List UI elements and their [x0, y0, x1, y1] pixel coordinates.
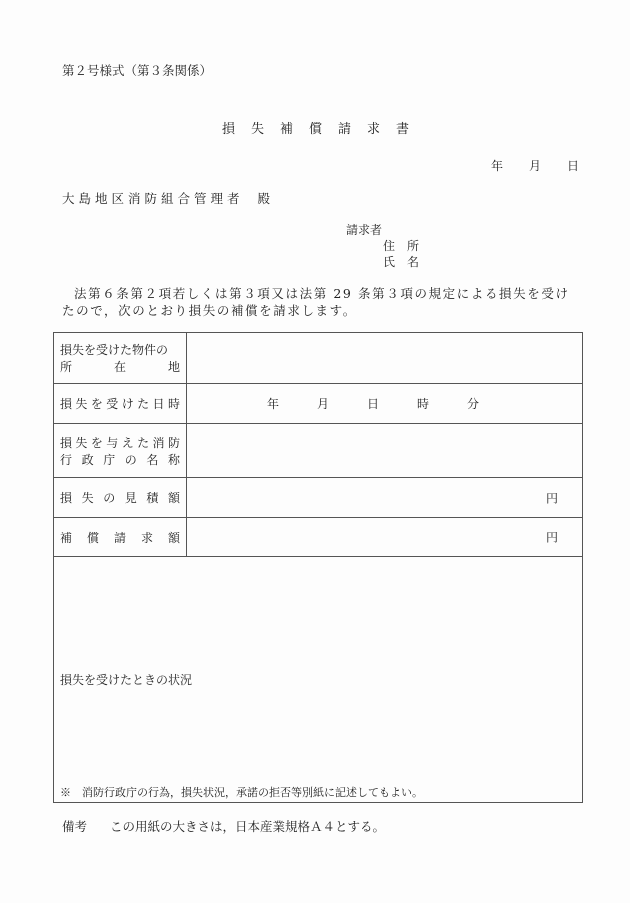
label-line: 損失を受けた物件の [60, 343, 169, 357]
label-char: け [121, 397, 134, 411]
month-label: 月 [529, 159, 542, 173]
year-label: 年 [491, 159, 504, 173]
label-char: 時 [167, 397, 180, 411]
loss-estimate-field[interactable] [187, 478, 583, 518]
remarks [62, 817, 385, 835]
addressee-honorific: 殿 [257, 191, 275, 206]
fire-agency-name-field[interactable] [187, 424, 583, 478]
label-char: 償 [86, 530, 99, 545]
label-fire-agency-name [54, 424, 187, 478]
label-char: 額 [167, 491, 180, 505]
situation-label: 損失を受けたときの状況 [60, 673, 193, 687]
label-char: 庁 [103, 452, 116, 467]
remarks-text: この用紙の大きさは，日本産業規格Ａ４とする。 [110, 819, 386, 834]
label-char: 日 [152, 397, 165, 411]
form-number: 第２号様式（第３条関係） [62, 63, 213, 78]
label-char: 失 [75, 435, 88, 450]
year-unit: 年 [267, 397, 280, 411]
claim-table [53, 332, 583, 803]
label-char: 求 [140, 530, 153, 545]
loss-datetime-field[interactable] [187, 384, 583, 424]
situation-note: ※ 消防行政庁の行為，損失状況，承諾の拒否等別紙に記述してもよい。 [60, 786, 423, 799]
label-char: 在 [113, 360, 126, 374]
situation-field[interactable] [54, 557, 583, 803]
yen-unit: 円 [545, 530, 558, 545]
label-char: 地 [167, 360, 180, 374]
label-char: 損 [60, 435, 73, 450]
label-char: 防 [167, 435, 180, 450]
table-row-claim-amount [54, 518, 583, 557]
label-loss-estimate [54, 478, 187, 518]
label-line [60, 358, 180, 375]
day-label: 日 [567, 159, 580, 173]
month-unit: 月 [317, 397, 330, 411]
label-char: 補 [60, 530, 73, 545]
yen-unit: 円 [545, 491, 558, 505]
label-char: た [137, 397, 150, 411]
label-char: え [121, 435, 134, 450]
label-char: 政 [81, 452, 94, 467]
remarks-label: 備考 [62, 819, 88, 834]
label-char: 請 [113, 530, 126, 545]
table-row-datetime [54, 384, 583, 424]
label-char: 称 [167, 452, 180, 467]
table-row-agency [54, 424, 583, 478]
label-char: 損 [60, 491, 73, 505]
property-location-field[interactable] [187, 333, 583, 384]
label-loss-datetime [54, 384, 187, 424]
label-char: 与 [106, 435, 119, 450]
label-char: の [124, 452, 137, 467]
hour-unit: 時 [417, 397, 430, 411]
claim-amount-field[interactable] [187, 518, 583, 557]
label-char: 見 [124, 491, 137, 505]
label-char: 失 [81, 491, 94, 505]
label-char: 損 [60, 397, 73, 411]
label-char: を [90, 435, 103, 450]
addressee-name: 大島地区消防組合管理者 [62, 191, 244, 206]
claimant-address-label: 住 所 [383, 239, 420, 253]
label-char: 受 [106, 397, 119, 411]
label-char: 失 [75, 397, 88, 411]
document-title: 損失補償請求書 [222, 122, 426, 137]
day-unit: 日 [367, 397, 380, 411]
label-char: 額 [167, 530, 180, 545]
label-claim-amount [54, 518, 187, 557]
label-char: 消 [152, 435, 165, 450]
label-char: 所 [60, 360, 73, 374]
label-char: 積 [146, 491, 159, 505]
label-property-location [54, 333, 187, 384]
table-row-situation [54, 557, 583, 803]
label-char: の [103, 491, 116, 505]
request-statement: 法第６条第２項若しくは第３項又は法第 29 条第３項の規定による損失を受けたので，次のとおり損失の補償を請求します。 [62, 286, 570, 318]
minute-unit: 分 [467, 397, 480, 411]
claimant-name-label: 氏 名 [383, 255, 420, 269]
label-char: た [137, 435, 150, 450]
label-char: を [90, 397, 103, 411]
table-row-location [54, 333, 583, 384]
label-char: 名 [146, 452, 159, 467]
label-char: 行 [60, 452, 73, 467]
table-row-estimate [54, 478, 583, 518]
addressee [62, 189, 274, 207]
claimant-heading: 請求者 [346, 223, 383, 237]
date-line [491, 157, 579, 174]
